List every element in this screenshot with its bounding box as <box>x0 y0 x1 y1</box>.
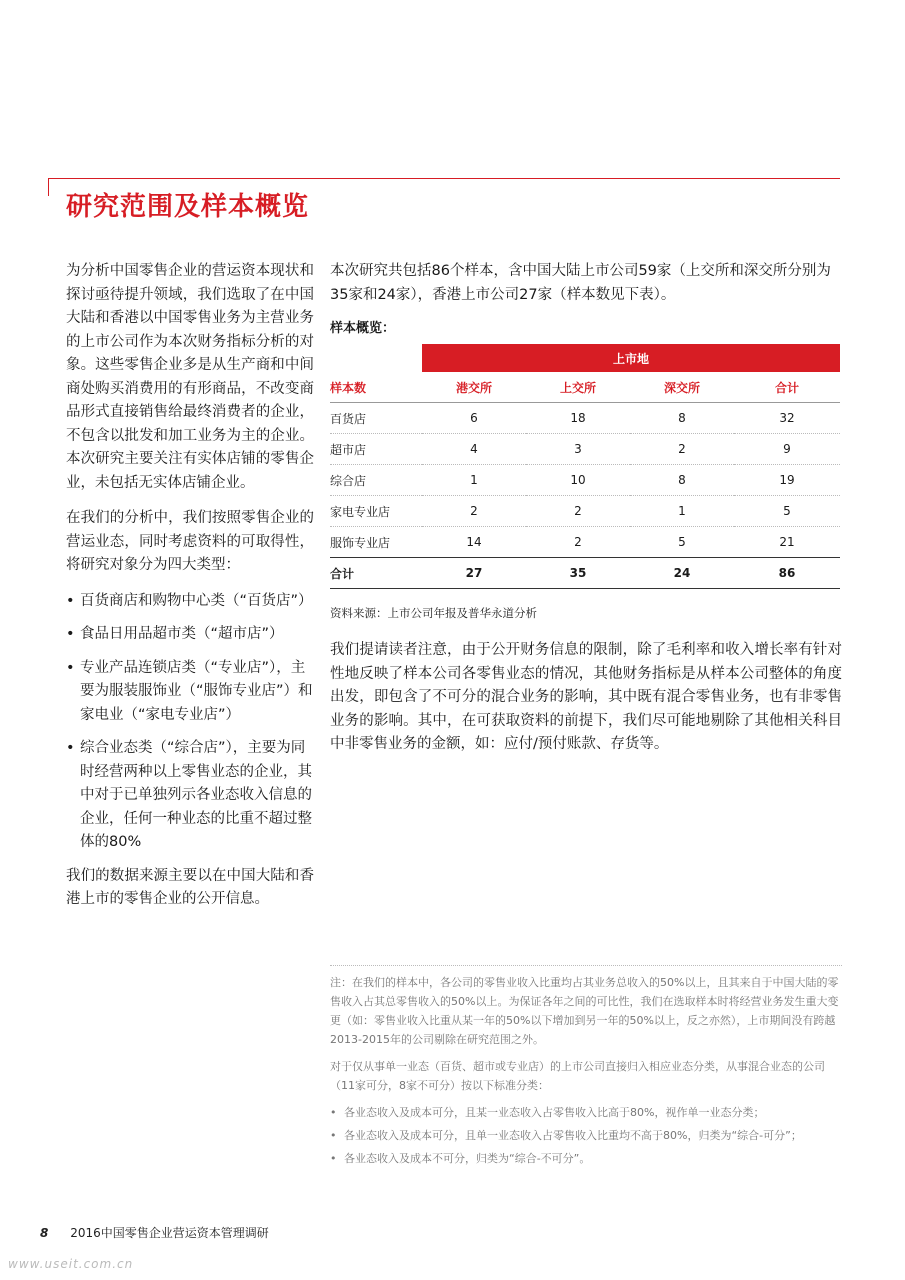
table-title: 样本概览： <box>330 321 396 336</box>
notice-paragraph: 我们提请读者注意，由于公开财务信息的限制，除了毛利率和收入增长率有针对性地反映了样本公司各零售业态的情况，其他财务指标是从样本公司整体的角度出发，即包含了不可分的混合业务的影响，其中既有混合零售业务，也有非零售业务的影响。其中，在可获取资料的前提下，我们尽可能地剔除了其他相关科目中非零售业务的金额，如：应付/预付账款、存货等。 <box>330 642 842 752</box>
table-group-header-row <box>330 344 840 372</box>
column-header: 样本数 <box>330 372 422 403</box>
row-label: 服饰专业店 <box>330 527 422 558</box>
bullet-icon: • <box>66 626 75 642</box>
table-cell: 19 <box>734 465 840 496</box>
table-cell: 5 <box>630 527 734 558</box>
table-row <box>330 465 840 496</box>
table-cell: 8 <box>630 403 734 434</box>
page-title: 研究范围及样本概览 <box>66 192 310 222</box>
page-footer <box>40 1224 269 1241</box>
bullet-icon: • <box>330 1106 337 1119</box>
page-number: 8 <box>40 1226 49 1240</box>
table-cell: 32 <box>734 403 840 434</box>
bullet-icon: • <box>330 1129 337 1142</box>
table-header-row <box>330 372 840 403</box>
table-row <box>330 403 840 434</box>
row-label: 超市店 <box>330 434 422 465</box>
listing-location-header: 上市地 <box>422 344 840 372</box>
list-item: • 百货商店和购物中心类（“百货店”） <box>66 590 314 614</box>
table-cell: 5 <box>734 496 840 527</box>
column-header: 合计 <box>734 372 840 403</box>
intro-paragraph: 为分析中国零售企业的营运资本现状和探讨亟待提升领域，我们选取了在中国大陆和香港以中国零售业务为主营业务的上市公司作为本次财务指标分析的对象。这些零售企业多是从生产商和中间商处购买消费用的有形商品，不改变商品形式直接销售给最终消费者的企业，不包含以批发和加工业务为主的企业。本次研究主要关注有实体店铺的零售企业，未包括无实体店铺企业。 <box>66 263 314 491</box>
table-cell: 2 <box>422 496 526 527</box>
row-label: 合计 <box>330 558 422 589</box>
table-cell: 3 <box>526 434 630 465</box>
title-rule <box>48 178 840 179</box>
table-cell: 2 <box>526 527 630 558</box>
bullet-icon: • <box>66 659 75 676</box>
list-item: • 专业产品连锁店类（“专业店”），主要为服装服饰业（“服饰专业店”）和家电业（“家电专业店”） <box>66 657 314 728</box>
table-cell: 35 <box>526 558 630 589</box>
table-cell: 21 <box>734 527 840 558</box>
column-header: 深交所 <box>630 372 734 403</box>
notes-divider <box>330 965 842 966</box>
table-cell: 14 <box>422 527 526 558</box>
table-row <box>330 496 840 527</box>
table-cell: 10 <box>526 465 630 496</box>
table-cell: 1 <box>422 465 526 496</box>
table-cell: 2 <box>526 496 630 527</box>
row-label: 家电专业店 <box>330 496 422 527</box>
title-rule-tick <box>48 178 49 196</box>
column-header: 港交所 <box>422 372 526 403</box>
report-title: 2016中国零售企业营运资本管理调研 <box>70 1226 269 1240</box>
table-cell: 4 <box>422 434 526 465</box>
list-item: • 综合业态类（“综合店”），主要为同时经营两种以上零售业态的企业，其中对于已单独列示各业态收入信息的企业，任何一种业态的比重不超过整体的80% <box>66 737 314 855</box>
data-source-paragraph: 我们的数据来源主要以在中国大陆和香港上市的零售企业的公开信息。 <box>66 867 314 907</box>
watermark: www.useit.com.cn <box>8 1257 134 1271</box>
left-column <box>66 260 314 924</box>
column-header: 上交所 <box>526 372 630 403</box>
sample-table <box>330 344 840 589</box>
list-item: • 各业态收入及成本不可分，归类为“综合-不可分”。 <box>330 1149 842 1168</box>
list-item: • 各业态收入及成本可分，且单一业态收入占零售收入比重均不高于80%，归类为“综合-可分”； <box>330 1126 842 1145</box>
table-cell: 27 <box>422 558 526 589</box>
sample-intro: 本次研究共包括86个样本，含中国大陆上市公司59家（上交所和深交所分别为35家和24家），香港上市公司27家（样本数见下表）。 <box>330 263 831 303</box>
bullet-icon: • <box>66 740 75 756</box>
list-item: • 食品日用品超市类（“超市店”） <box>66 623 314 647</box>
table-cell: 18 <box>526 403 630 434</box>
table-source: 资料来源：上市公司年报及普华永道分析 <box>330 606 537 620</box>
footnotes <box>330 973 842 1172</box>
list-item: • 各业态收入及成本可分，且某一业态收入占零售收入比高于80%，视作单一业态分类； <box>330 1103 842 1122</box>
table-row <box>330 434 840 465</box>
bullet-icon: • <box>66 592 75 609</box>
table-cell: 9 <box>734 434 840 465</box>
categories-paragraph: 在我们的分析中，我们按照零售企业的营运业态，同时考虑资料的可取得性，将研究对象分为四大类型： <box>66 510 314 573</box>
table-cell: 8 <box>630 465 734 496</box>
bullet-icon: • <box>330 1152 337 1165</box>
footnote-list <box>330 1103 842 1168</box>
right-column <box>330 260 842 757</box>
table-row <box>330 527 840 558</box>
footnote: 注：在我们的样本中，各公司的零售业收入比重均占其业务总收入的50%以上，且其来自于中国大陆的零售收入占其总零售收入的50%以上。为保证各年之间的可比性，我们在选取样本时将经营业务发生重大变更（如：零售业收入比重从某一年的50%以下增加到另一年的50%以上，反之亦然），上市期间没有跨越2013-2015年的公司剔除在研究范围之外。 <box>330 976 839 1046</box>
table-cell: 6 <box>422 403 526 434</box>
table-cell: 1 <box>630 496 734 527</box>
category-list <box>66 590 314 855</box>
footnote: 对于仅从事单一业态（百货、超市或专业店）的上市公司直接归入相应业态分类，从事混合业态的公司（11家可分，8家不可分）按以下标准分类： <box>330 1060 825 1092</box>
table-total-row <box>330 558 840 589</box>
table-cell: 86 <box>734 558 840 589</box>
table-cell: 24 <box>630 558 734 589</box>
row-label: 百货店 <box>330 403 422 434</box>
table-cell: 2 <box>630 434 734 465</box>
row-label: 综合店 <box>330 465 422 496</box>
